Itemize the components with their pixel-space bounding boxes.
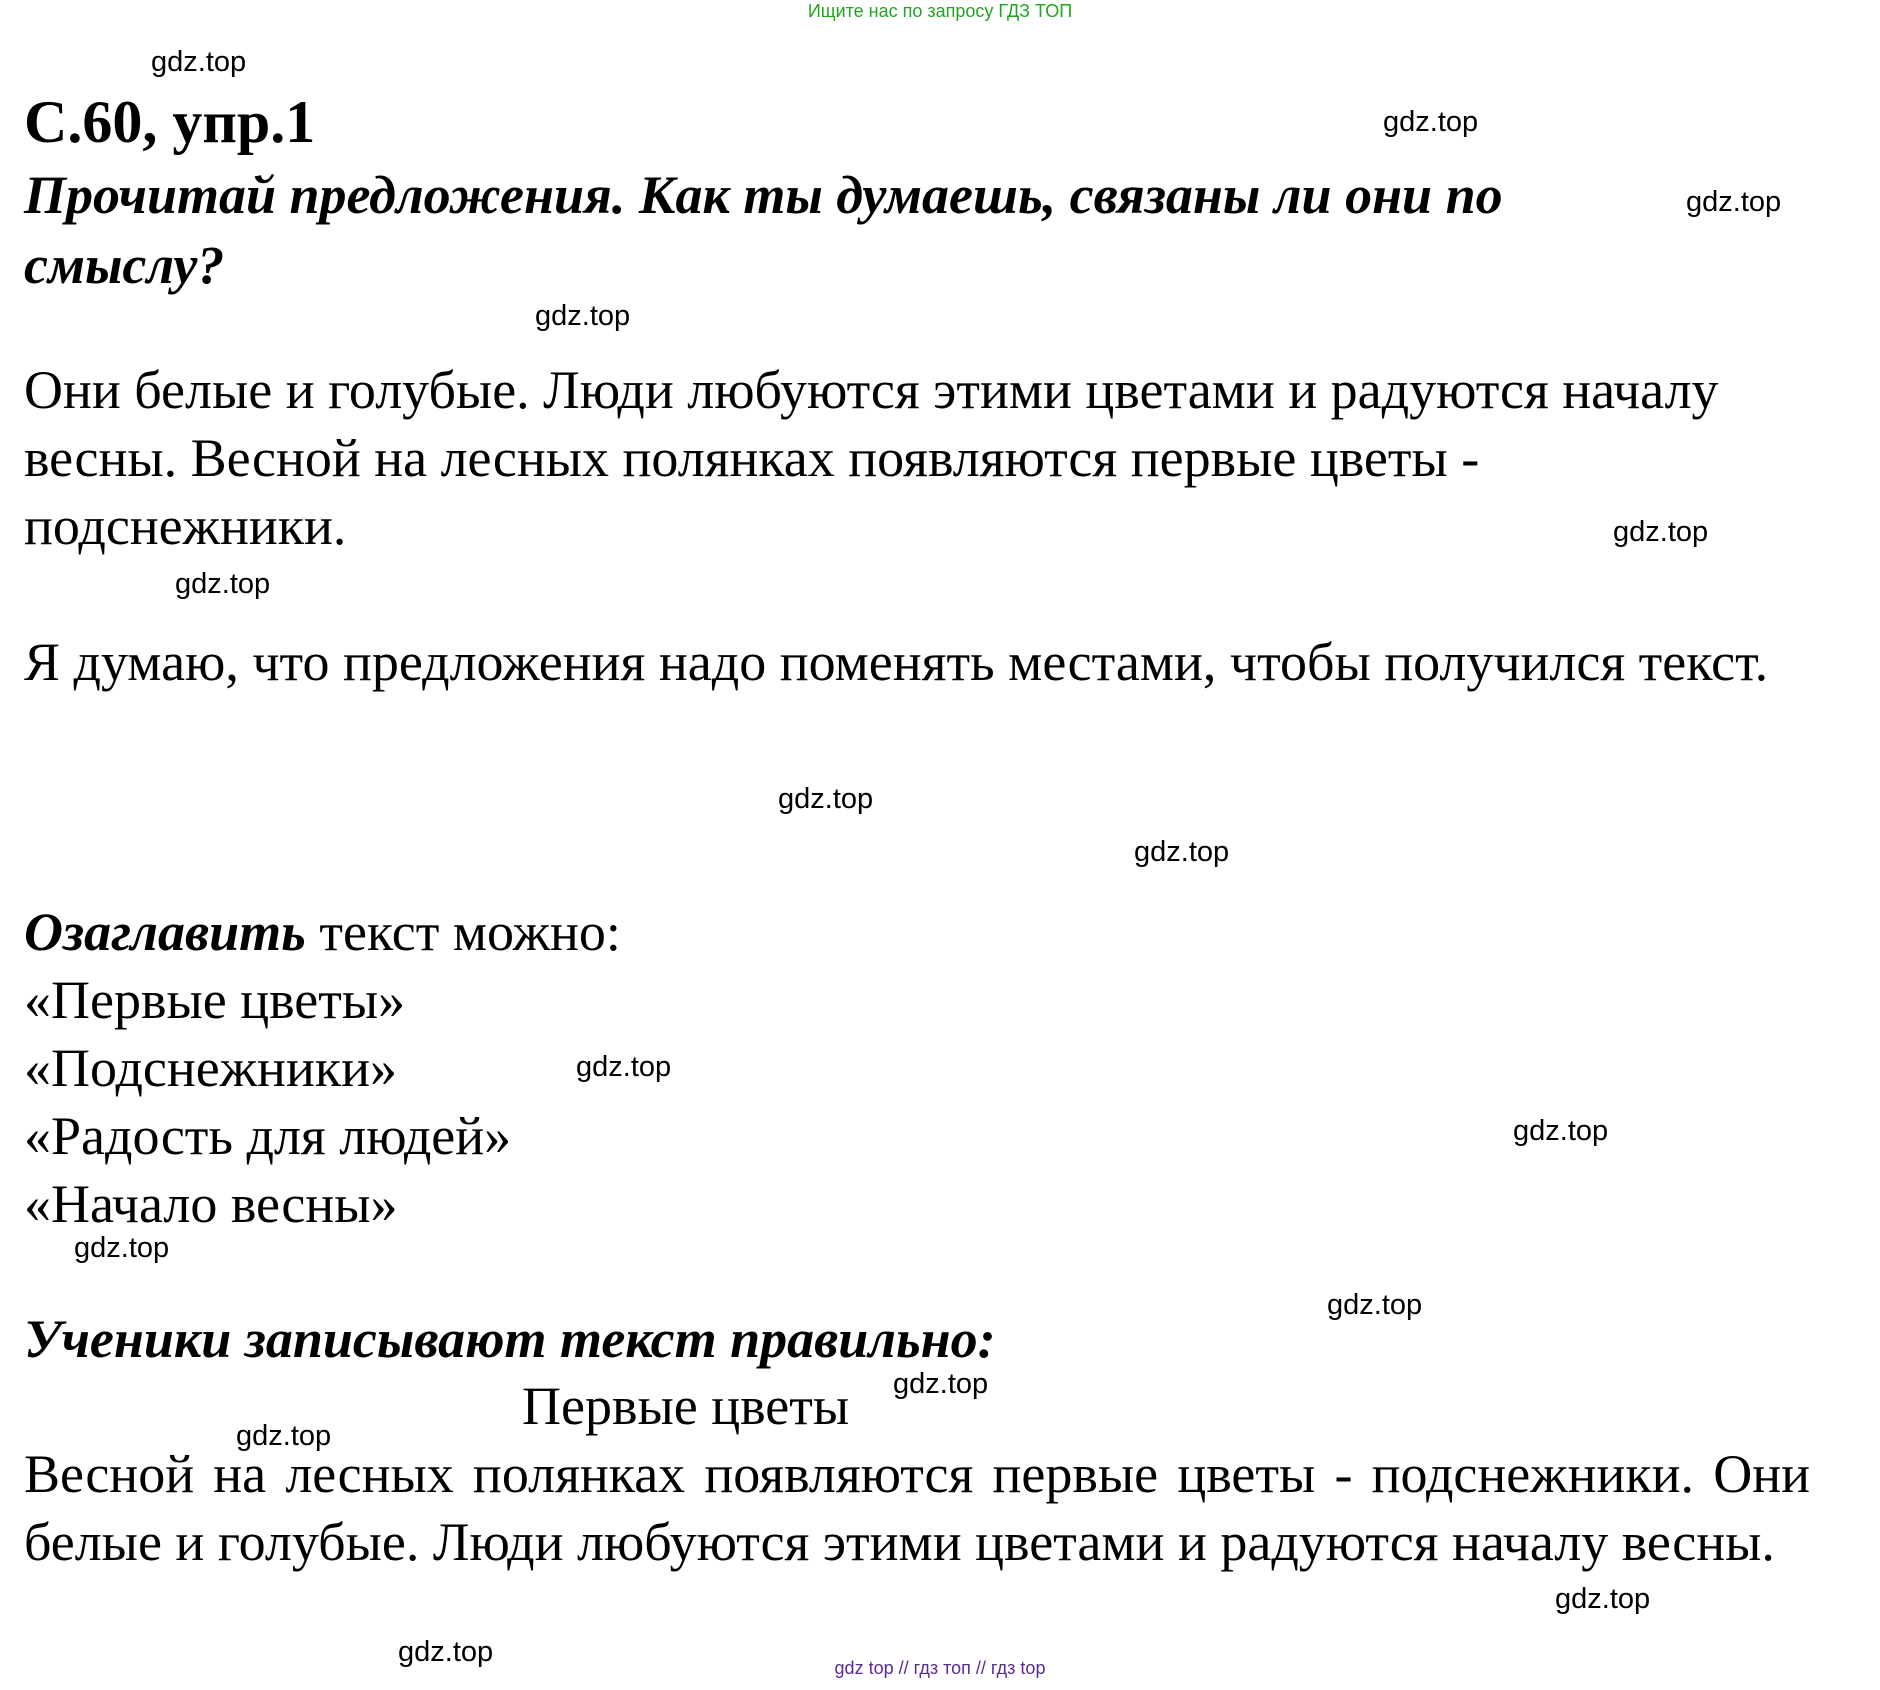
watermark: gdz.top <box>1327 1289 1423 1321</box>
title-option: «Начало весны» <box>24 1174 398 1234</box>
watermark: gdz.top <box>74 1232 170 1264</box>
title-option: «Первые цветы» <box>24 970 406 1030</box>
top-banner: Ищите нас по запросу ГДЗ ТОП <box>807 1 1073 21</box>
title-options-heading <box>24 898 621 966</box>
watermark: gdz.top <box>778 783 874 815</box>
students-heading: Ученики записывают текст правильно: <box>24 1309 996 1369</box>
watermark: gdz.top <box>151 46 247 78</box>
title-options-list <box>24 966 511 1238</box>
title-option: «Подснежники» <box>24 1038 397 1098</box>
watermark: gdz.top <box>1134 836 1230 868</box>
watermark: gdz.top <box>1686 186 1782 218</box>
watermark: gdz.top <box>576 1051 672 1083</box>
given-sentences: Они белые и голубые. Люди любуются этими цветами и радуются началу весны. Весной на лесных полянках появляются первые цветы - подснежники. <box>24 360 1719 556</box>
watermark: gdz.top <box>1383 106 1479 138</box>
watermark: gdz.top <box>175 568 271 600</box>
watermark: gdz.top <box>535 300 631 332</box>
watermark: gdz.top <box>1555 1583 1651 1615</box>
footer-links[interactable]: gdz top // гдз топ // гдз top <box>834 1658 1046 1678</box>
title-option: «Радость для людей» <box>24 1106 512 1166</box>
watermark: gdz.top <box>1513 1115 1609 1147</box>
watermark: gdz.top <box>398 1636 494 1668</box>
heading-emphasis: Озаглавить <box>24 902 306 962</box>
exercise-instruction: Прочитай предложения. Как ты думаешь, связаны ли они по смыслу? <box>24 165 1503 295</box>
watermark: gdz.top <box>893 1368 989 1400</box>
watermark: gdz.top <box>236 1420 332 1452</box>
text-title: Первые цветы <box>522 1376 850 1436</box>
page-title: С.60, упр.1 <box>24 89 316 155</box>
final-text: Весной на лесных полянках появляются первые цветы - подснежники. Они белые и голубые. Люди любуются этими цветами и радуются началу весны. <box>24 1444 1810 1572</box>
heading-rest: текст можно: <box>305 902 621 962</box>
answer-paragraph: Я думаю, что предложения надо поменять местами, чтобы получился текст. <box>24 632 1769 692</box>
watermark: gdz.top <box>1613 516 1709 548</box>
